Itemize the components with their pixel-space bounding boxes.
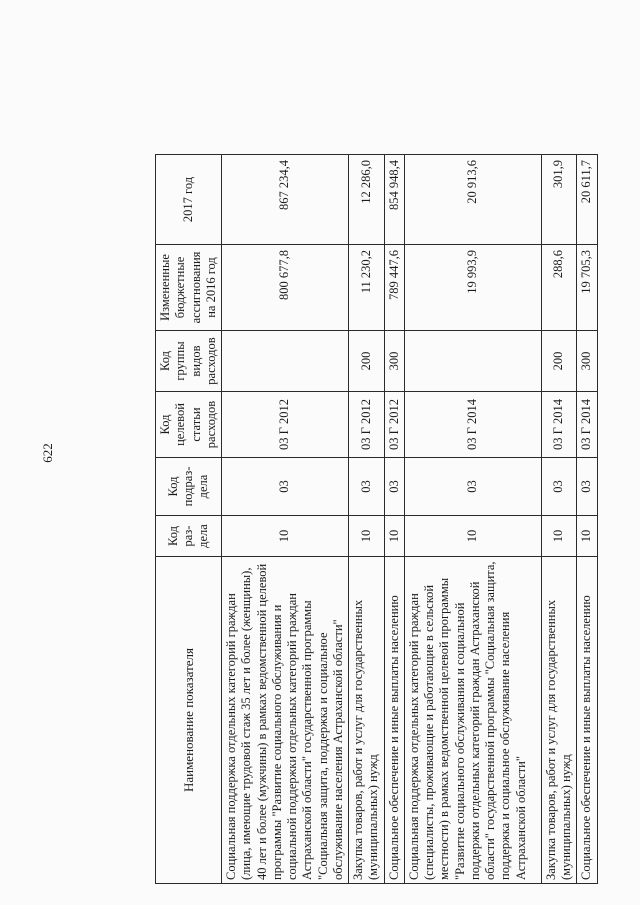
row-podrazdel: 03 [404,458,541,516]
row-razdel: 10 [404,516,541,557]
row-razdel: 10 [384,516,404,557]
row-amount-2016: 288,6 [541,245,577,331]
row-name: Социальное обеспечение и иные выплаты населению [577,557,597,884]
row-amount-2017: 20 913,6 [404,155,541,245]
row-name: Социальная поддержка отдельных категорий граждан (специалисты, проживающие и работающие в сельской местности) в рамках ведомственной целевой программы "Развитие социального обслуживания и социальной поддержки отдельных категорий граждан Астраханской области" государственной программы "Социальная защита, поддержка и социальное обслуживание населения Астраханской области" [404,557,541,884]
row-amount-2016: 800 677,8 [222,245,349,331]
row-target: 03 Г 2012 [384,392,404,458]
header-2016: Измененные бюджетные ассигнования на 2016 год [156,245,222,331]
row-name: Закупка товаров, работ и услуг для государственных (муниципальных) нужд [349,557,385,884]
table-header [156,155,222,884]
header-podrazdel: Код подраз- дела [156,458,222,516]
row-amount-2016: 19 705,3 [577,245,597,331]
row-target: 03 Г 2014 [541,392,577,458]
table-row [541,155,577,884]
row-target: 03 Г 2014 [577,392,597,458]
row-amount-2017: 301,9 [541,155,577,245]
row-podrazdel: 03 [541,458,577,516]
row-razdel: 10 [541,516,577,557]
header-2017: 2017 год [156,155,222,245]
row-razdel: 10 [577,516,597,557]
row-podrazdel: 03 [384,458,404,516]
row-target: 03 Г 2014 [404,392,541,458]
row-amount-2016: 19 993,9 [404,245,541,331]
header-group: Код группы видов расходов [156,331,222,392]
header-razdel: Код раз- дела [156,516,222,557]
row-amount-2017: 12 286,0 [349,155,385,245]
row-amount-2016: 11 230,2 [349,245,385,331]
row-group [222,331,349,392]
header-target: Код целевой статьи расходов [156,392,222,458]
row-group: 300 [577,331,597,392]
row-amount-2016: 789 447,6 [384,245,404,331]
page-number: 622 [40,443,55,463]
row-name: Закупка товаров, работ и услуг для государственных (муниципальных) нужд [541,557,577,884]
row-razdel: 10 [222,516,349,557]
row-name: Социальное обеспечение и иные выплаты населению [384,557,404,884]
row-podrazdel: 03 [349,458,385,516]
row-amount-2017: 854 948,4 [384,155,404,245]
row-podrazdel: 03 [577,458,597,516]
header-name: Наименование показателя [156,557,222,884]
budget-table [155,154,598,884]
row-name: Социальная поддержка отдельных категорий граждан (лица, имеющие трудовой стаж 35 лет и более (женщины), 40 лет и более (мужчины) в рамках ведомственной целевой программы "Развитие социального обслуживания и социальной поддержки отдельных категорий граждан Астраханской области" государственной программы "Социальная защита, поддержка и социальное обслуживание населения Астраханской области" [222,557,349,884]
row-amount-2017: 20 611,7 [577,155,597,245]
budget-table-container [155,155,594,884]
row-group: 200 [541,331,577,392]
row-group: 300 [384,331,404,392]
row-target: 03 Г 2012 [222,392,349,458]
table-row [384,155,404,884]
row-razdel: 10 [349,516,385,557]
table-row [577,155,597,884]
table-row [349,155,385,884]
table-row [222,155,349,884]
row-group [404,331,541,392]
row-podrazdel: 03 [222,458,349,516]
row-target: 03 Г 2012 [349,392,385,458]
row-amount-2017: 867 234,4 [222,155,349,245]
row-group: 200 [349,331,385,392]
table-row [404,155,541,884]
